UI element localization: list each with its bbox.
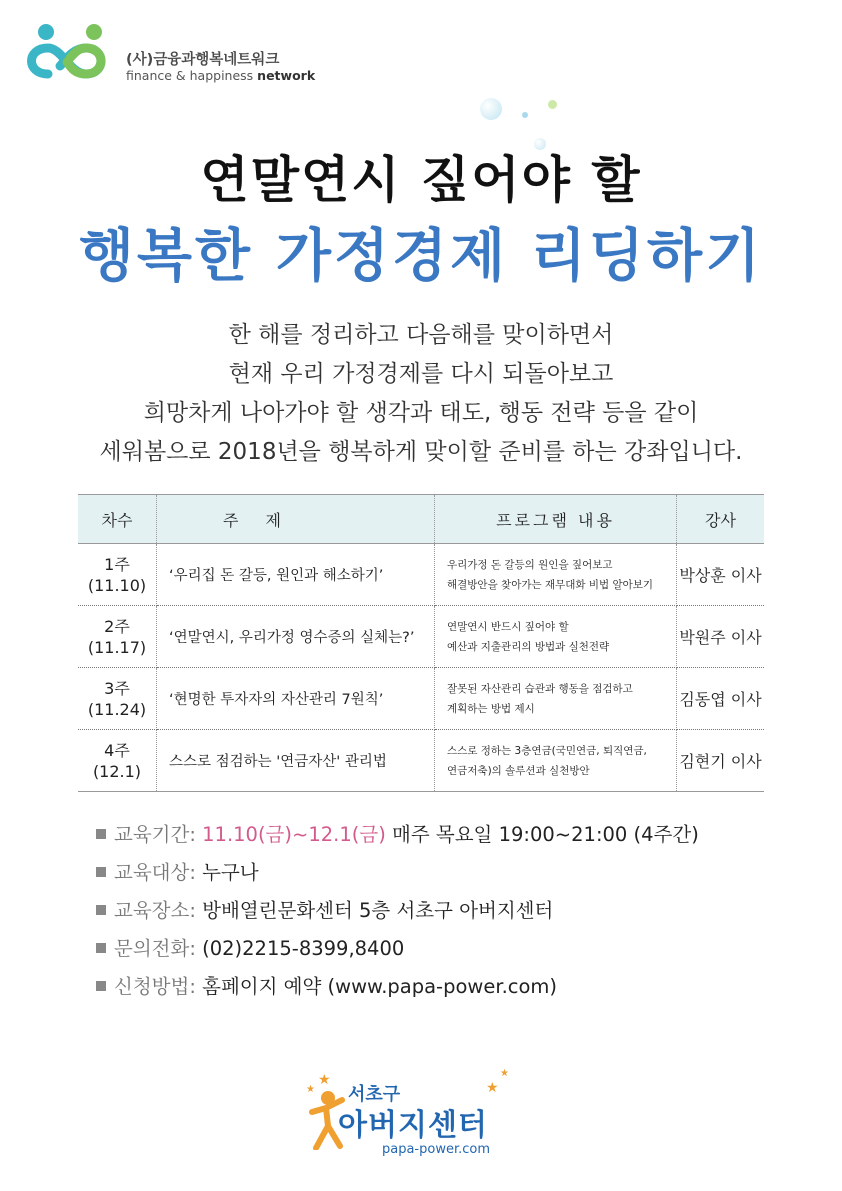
- info-label: 신청방법:: [114, 975, 196, 998]
- org-en-prefix: finance & happiness: [126, 68, 258, 83]
- week-label: 2주: [104, 616, 130, 636]
- instructor-cell: 박상훈 이사: [677, 544, 765, 606]
- table-header-row: [78, 495, 764, 544]
- decorative-bubble: [480, 98, 502, 120]
- content-line: 해결방안을 찾아가는 재무대화 비법 알아보기: [447, 578, 654, 591]
- instructor-cell: 김동엽 이사: [677, 668, 765, 730]
- organization-logo: [22, 22, 316, 92]
- week-date: (12.1): [92, 761, 142, 781]
- father-center-logo: [300, 1068, 520, 1168]
- table-row: [78, 544, 764, 606]
- content-cell: [435, 730, 677, 792]
- week-date: (11.10): [87, 575, 147, 595]
- father-center-url: papa-power.com: [382, 1142, 491, 1157]
- bullet-square-icon: [96, 981, 106, 991]
- content-line: 연금저축)의 솔루션과 실천방안: [447, 764, 590, 777]
- content-line: 우리가정 돈 갈등의 원인을 짚어보고: [447, 558, 613, 571]
- header-topic: 주 제: [157, 495, 435, 544]
- week-cell: [78, 606, 157, 668]
- week-cell: [78, 544, 157, 606]
- info-target: [96, 856, 699, 894]
- info-label: 교육장소:: [114, 899, 196, 922]
- topic-cell: ‘연말연시, 우리가정 영수증의 실체는?’: [157, 606, 435, 668]
- father-center-district: 서초구: [348, 1084, 401, 1105]
- info-value: 누구나: [202, 861, 259, 884]
- instructor-cell: 박원주 이사: [677, 606, 765, 668]
- info-label: 문의전화:: [114, 937, 196, 960]
- topic-cell: ‘현명한 투자자의 자산관리 7원칙’: [157, 668, 435, 730]
- intro-line: 희망차게 나아가야 할 생각과 태도, 행동 전략 등을 같이: [143, 400, 699, 426]
- content-line: 연말연시 반드시 짚어야 할: [447, 620, 569, 633]
- decorative-bubble: [522, 112, 528, 118]
- star-icon: ★: [500, 1068, 509, 1079]
- course-info-list: [96, 818, 699, 1008]
- star-icon: ★: [318, 1072, 331, 1088]
- table-row: [78, 606, 764, 668]
- topic-cell: ‘우리집 돈 갈등, 원인과 해소하기’: [157, 544, 435, 606]
- info-highlight: 11.10(금)~12.1(금): [202, 823, 386, 846]
- info-place: [96, 894, 699, 932]
- page-title-line2: 행복한 가정경제 리딩하기: [78, 223, 764, 289]
- info-label: 교육기간:: [114, 823, 196, 846]
- father-center-name: 아버지센터: [338, 1108, 488, 1143]
- bullet-square-icon: [96, 867, 106, 877]
- content-cell: [435, 544, 677, 606]
- week-date: (11.17): [87, 637, 147, 657]
- org-en-bold: network: [257, 68, 316, 83]
- infinity-logo-icon: [22, 22, 122, 92]
- intro-line: 세워봄으로 2018년을 행복하게 맞이할 준비를 하는 강좌입니다.: [99, 439, 743, 465]
- week-label: 1주: [104, 554, 130, 574]
- table-row: [78, 730, 764, 792]
- organization-name: (사)금융과행복네트워크: [126, 52, 280, 68]
- decorative-bubble: [548, 100, 557, 109]
- intro-line: 한 해를 정리하고 다음해를 맞이하면서: [228, 322, 614, 348]
- topic-cell: 스스로 점검하는 '연금자산' 관리법: [157, 730, 435, 792]
- header-content: 프로그램 내용: [435, 495, 677, 544]
- info-value: 방배열린문화센터 5층 서초구 아버지센터: [202, 899, 554, 922]
- content-cell: [435, 606, 677, 668]
- intro-line: 현재 우리 가정경제를 다시 되돌아보고: [228, 361, 614, 387]
- content-line: 잘못된 자산관리 습관과 행동을 점검하고: [447, 682, 633, 695]
- info-phone: [96, 932, 699, 970]
- header-week: 차수: [78, 495, 157, 544]
- page-title-line1: 연말연시 짚어야 할: [200, 151, 642, 209]
- content-cell: [435, 668, 677, 730]
- bullet-square-icon: [96, 829, 106, 839]
- content-line: 스스로 정하는 3층연금(국민연금, 퇴직연금,: [447, 744, 647, 757]
- content-line: 계획하는 방법 제시: [447, 702, 535, 715]
- info-value: 홈페이지 예약 (www.papa-power.com): [202, 975, 558, 998]
- info-apply: [96, 970, 699, 1008]
- week-date: (11.24): [87, 699, 147, 719]
- intro-paragraph: [0, 316, 842, 472]
- week-label: 3주: [104, 678, 130, 698]
- bullet-square-icon: [96, 905, 106, 915]
- star-icon: ★: [306, 1084, 315, 1095]
- week-cell: [78, 730, 157, 792]
- table-row: [78, 668, 764, 730]
- header-instructor: 강사: [677, 495, 765, 544]
- info-label: 교육대상:: [114, 861, 196, 884]
- schedule-table: [78, 494, 764, 792]
- star-icon: ★: [486, 1080, 499, 1096]
- info-period: [96, 818, 699, 856]
- info-value: 매주 목요일 19:00~21:00 (4주간): [392, 823, 699, 846]
- instructor-cell: 김현기 이사: [677, 730, 765, 792]
- content-line: 예산과 지출관리의 방법과 실천전략: [447, 640, 610, 653]
- info-value: (02)2215-8399,8400: [202, 937, 405, 960]
- bullet-square-icon: [96, 943, 106, 953]
- organization-english-name: [126, 68, 315, 83]
- week-cell: [78, 668, 157, 730]
- week-label: 4주: [104, 740, 130, 760]
